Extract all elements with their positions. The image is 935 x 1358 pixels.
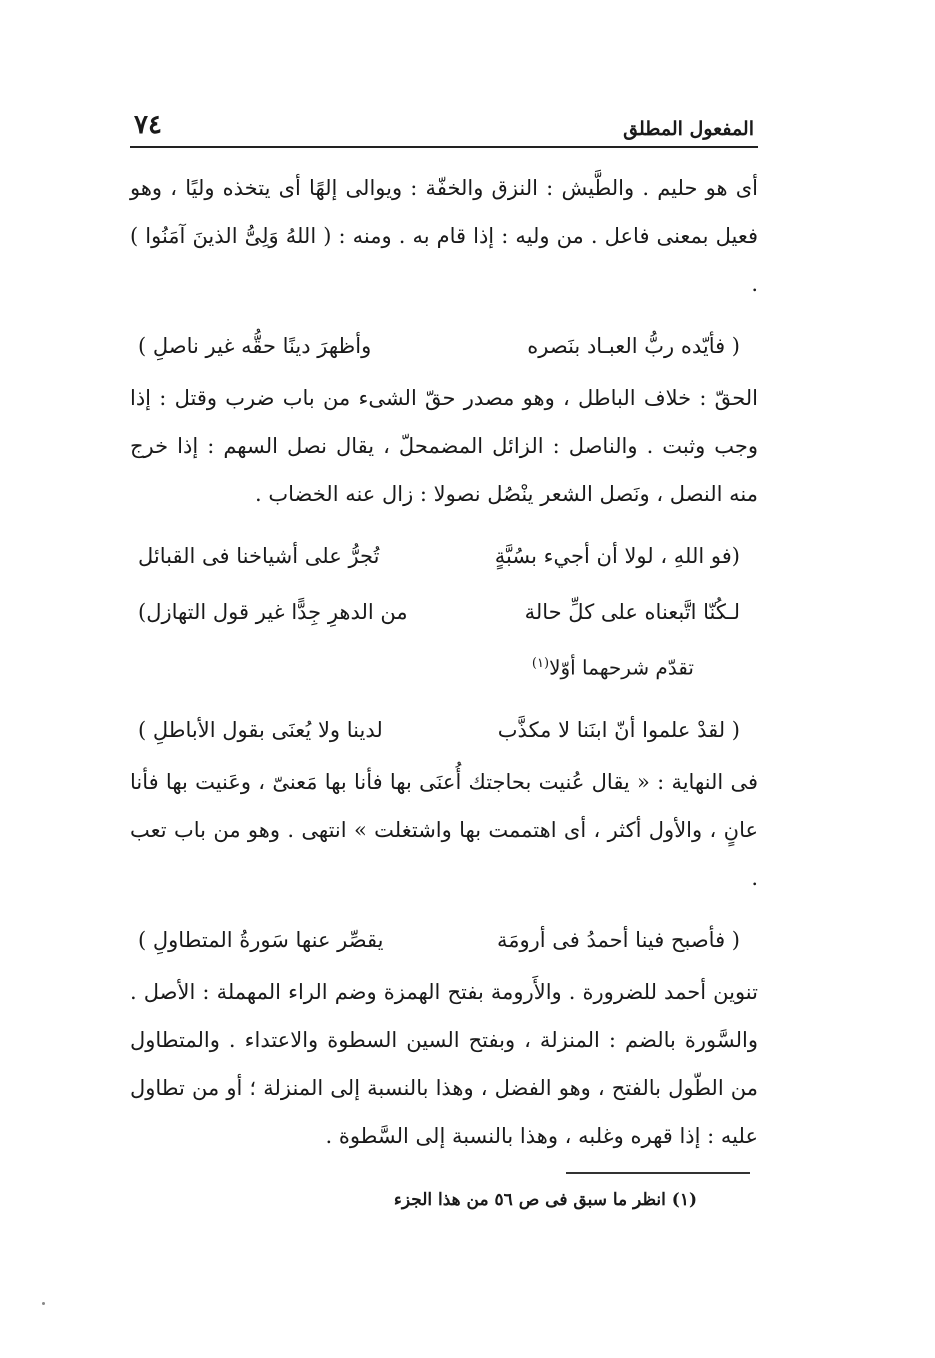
- verse-4-first-hemistich: ( لقدْ علموا أنّ ابنَنا لا مكذَّب: [497, 717, 740, 742]
- footnote-marker: (١): [531, 656, 550, 671]
- poem-verse-5: [130, 912, 758, 968]
- verse-3-first-hemistich: لـكُنّا اتَّبعناه على كلِّ حالة: [524, 600, 740, 624]
- poem-verse-3: [130, 584, 758, 640]
- verse-2-first-hemistich: (فو اللهِ ، لولا أن أجيء بسُبَّةٍ: [494, 544, 740, 568]
- commentary-paragraph-3: فى النهاية : « يقال عُنيت بحاجتك أُعنَى بها فأنا بها مَعنىّ ، وعَنيت بها فأنا عانٍ ، والأول أكثر ، أى اهتممت بها واشتغلت » انتهى . وهو من باب تعب .: [130, 769, 758, 890]
- verse-note: [130, 640, 758, 692]
- verse-5-second-hemistich: يقصِّر عنها سَورةُ المتطاولِ ): [138, 927, 384, 952]
- commentary-paragraph-2: الحقّ : خلاف الباطل ، وهو مصدر حقّ الشىء من باب ضرب وقتل : إذا وجب وثبت . والناصل : الزائل المضمحلّ ، يقال نصل السهم : إذا خرج منه النصل ، ونَصل الشعر ينْصُل نصولا : زال عنه الخضاب .: [130, 386, 758, 506]
- commentary-paragraph-1: أى هو حليم . والطَّيش : النزق والخفّة : ويوالى إلهًا أى يتخذه وليًا ، وهو فعيل بمعنى فاعل . من وليه : إذا قام به . ومنه : ( اللهُ وَلِىُّ الذينَ آمَنُوا ) .: [130, 176, 758, 296]
- verse-1-second-hemistich: وأظهرَ دينًا حقُّه غير ناصلِ ): [138, 334, 372, 358]
- running-title: المفعول المطلق: [623, 118, 754, 140]
- commentary-paragraph-4: تنوين أحمد للضرورة . والأَرومة بفتح الهمزة وضم الراء المهملة : الأصل . والسَّورة بالضم : المنزلة ، وبفتح السين السطوة والاعتداء . والمتطاول من الطّول بالفتح ، وهو الفضل ، وهذا بالنسبة إلى المنزلة ؛ أو من تطاول عليه : إذا قهره وغلبه ، وهذا بالنسبة إلى السَّطوة .: [130, 979, 758, 1148]
- verse-5-first-hemistich: ( فأصبح فينا أحمدُ فى أرومَة: [497, 927, 740, 952]
- verse-3-second-hemistich: من الدهرِ جِدًّا غير قول التهازل): [138, 600, 408, 624]
- poem-verse-1: [130, 318, 758, 374]
- footnote: (١) انظر ما سبق فى ص ٥٦ من هذا الجزء: [393, 1190, 697, 1210]
- poem-verse-2: [130, 528, 758, 584]
- book-page: [130, 110, 758, 1160]
- footnote-separator: [566, 1172, 750, 1174]
- verse-1-first-hemistich: ( فأيّده ربُّ العبـاد بنَصره: [527, 334, 740, 358]
- verse-2-second-hemistich: تُجرُّ على أشياخنا فى القبائل: [138, 544, 380, 568]
- paper-speck: [42, 1302, 45, 1305]
- verse-note-text: تقدّم شرحهما أوّلا: [549, 655, 694, 680]
- page-number: ٧٤: [134, 110, 162, 140]
- verse-4-second-hemistich: لدينا ولا يُعنَى بقول الأباطلِ ): [138, 717, 383, 742]
- page-header: [130, 110, 758, 148]
- page-body: [130, 164, 758, 1160]
- poem-verse-4: [130, 702, 758, 758]
